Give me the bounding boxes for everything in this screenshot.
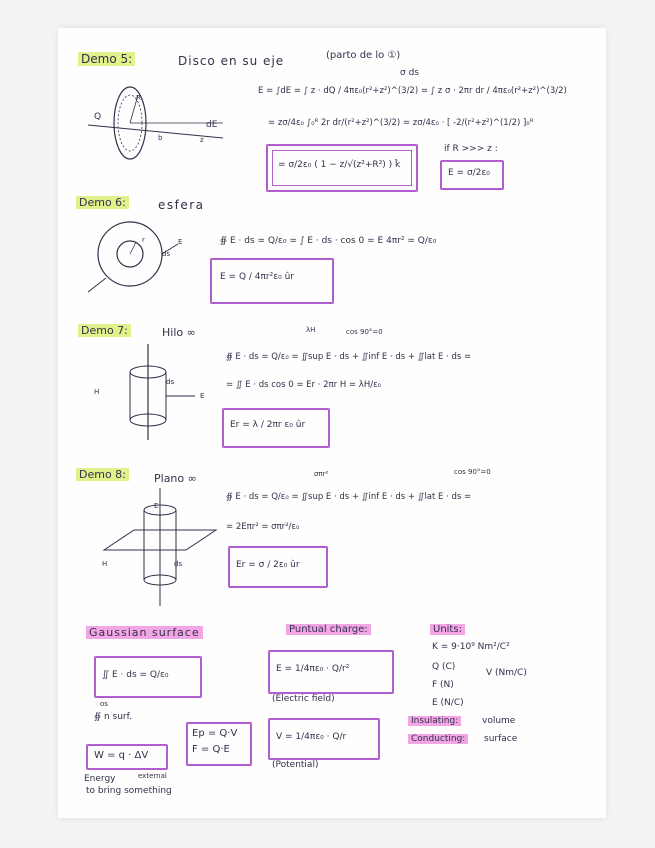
demo8-subtitle: Plano ∞ [154, 472, 197, 485]
potential-caption: (Potential) [272, 760, 319, 770]
sphere-e-label: E [178, 238, 183, 246]
sphere-figure [88, 216, 208, 296]
sphere-radius [130, 242, 136, 254]
insulating-val: volume [482, 716, 516, 726]
demo5-note: (parto de lo ①) [326, 50, 401, 61]
demo5-result2-box [440, 160, 504, 190]
insulating-label-highlight: Insulating: [408, 716, 461, 726]
demo5-result: = σ/2ε₀ ( 1 − z/√(z²+R²) ) k̂ [278, 160, 401, 170]
closed-note: ∯ n surf. [94, 712, 132, 722]
wire-ds-label: ds [166, 378, 175, 386]
demo8-title [76, 468, 129, 481]
demo7-title-highlight: Demo 7: [78, 324, 131, 337]
demo6-result-box [210, 258, 334, 304]
wire-e-label: E [200, 392, 205, 400]
energy-note3: to bring something [86, 786, 172, 796]
demo5-title [78, 52, 135, 66]
disk-de-label: dE [206, 120, 218, 130]
work-formula: W = q · ΔV [94, 750, 149, 761]
units-label [430, 624, 465, 635]
conducting-label [408, 734, 468, 744]
wire-h-label: H [94, 388, 100, 396]
demo7-result-box [222, 408, 330, 448]
demo8-top-note2: cos 90°=0 [454, 468, 491, 476]
demo8-top-note1: σπr² [314, 470, 329, 478]
ep-formula1: Ep = Q·V [192, 728, 238, 739]
demo8-line2: = 2Eπr² = σπr²/ε₀ [226, 522, 300, 532]
plane-figure [94, 488, 224, 608]
demo5-sigma-ds: σ ds [400, 68, 419, 78]
efield-caption: (Electric field) [272, 694, 335, 704]
demo6-line1: ∯ E · ds = Q/ε₀ = ∫ E · ds · cos 0 = E 4πr² = Q/ε₀ [220, 236, 437, 246]
gauss-formula: ∬ E · ds = Q/ε₀ [102, 670, 169, 680]
demo6-subtitle: esfera [158, 198, 205, 212]
puntual-label [286, 624, 371, 635]
os-note: os [100, 700, 108, 708]
efield-box [268, 650, 394, 694]
unit-k: K = 9·10⁹ Nm²/C² [432, 642, 510, 652]
demo6-title-highlight: Demo 6: [76, 196, 129, 209]
demo7-subtitle: Hilo ∞ [162, 326, 196, 339]
demo8-title-highlight: Demo 8: [76, 468, 129, 481]
gaussian-label [86, 626, 203, 639]
wire-figure [100, 344, 210, 444]
work-box [86, 744, 168, 770]
demo7-line2: = ∬ E · ds cos 0 = Er · 2πr H = λH/ε₀ [226, 380, 382, 390]
unit-q: Q (C) [432, 662, 456, 672]
insulating-label [408, 716, 461, 726]
demo5-line2: = zσ/4ε₀ ∫₀ᴿ 2r dr/(r²+z²)^(3/2) = zσ/4ε₀ · [ -2/(r²+z²)^(1/2) ]₀ᴿ [268, 118, 534, 128]
gaussian-label-highlight: Gaussian surface [86, 626, 203, 639]
energy-note1: Energy [84, 774, 116, 784]
demo6-result: E = Q / 4πr²ε₀ ûr [220, 272, 294, 282]
demo7-title [78, 324, 131, 337]
unit-v: V (Nm/C) [486, 668, 527, 678]
demo5-line1: E = ∫dE = ∫ z · dQ / 4πε₀(r²+z²)^(3/2) = ∫ z σ · 2πr dr / 4πε₀(r²+z²)^(3/2) [258, 86, 567, 96]
efield-formula: E = 1/4πε₀ · Q/r² [276, 664, 350, 674]
demo7-result: Er = λ / 2πr ε₀ ûr [230, 420, 306, 430]
plane-ds-label: ds [174, 560, 183, 568]
plane-e-label: E [154, 502, 159, 510]
unit-e: E (N/C) [432, 698, 464, 708]
disk-b-label: b [158, 134, 163, 142]
demo8-result-box [228, 546, 328, 588]
unit-f: F (N) [432, 680, 454, 690]
potential-box [268, 718, 380, 760]
gauss-box [94, 656, 202, 698]
sphere-ds-label: ds [162, 250, 171, 258]
sphere-r-label: r [142, 236, 145, 244]
plane-h-label: H [102, 560, 108, 568]
demo5-subtitle: Disco en su eje [178, 54, 285, 68]
notebook-page [58, 28, 606, 818]
potential-formula: V = 1/4πε₀ · Q/r [276, 732, 347, 742]
ep-box [186, 722, 252, 766]
demo8-line1: ∯ E · ds = Q/ε₀ = ∬sup E · ds + ∬inf E · ds + ∬lat E · ds = [226, 492, 472, 502]
demo5-result2: E = σ/2ε₀ [448, 168, 490, 178]
demo5-title-highlight: Demo 5: [78, 52, 135, 66]
puntual-label-highlight: Puntual charge: [286, 624, 371, 635]
demo5-result-box [266, 144, 418, 192]
ep-formula2: F = Q·E [192, 744, 230, 755]
conducting-val: surface [484, 734, 518, 744]
disk-z-label: z [200, 136, 204, 144]
demo6-title [76, 196, 129, 209]
demo8-result: Er = σ / 2ε₀ ûr [236, 560, 300, 570]
disk-q-label: Q [94, 112, 102, 122]
sphere-arrow-left [88, 278, 106, 292]
demo7-top-note2: cos 90°=0 [346, 328, 383, 336]
disk-r-label: R [136, 94, 141, 102]
demo5-if-note: if R >>> z : [444, 144, 498, 154]
conducting-label-highlight: Conducting: [408, 734, 468, 744]
units-label-highlight: Units: [430, 624, 465, 635]
demo7-line1: ∯ E · ds = Q/ε₀ = ∬sup E · ds + ∬inf E · ds + ∬lat E · ds = [226, 352, 472, 362]
demo7-top-note1: λH [306, 326, 316, 334]
energy-note2: external [138, 772, 167, 780]
